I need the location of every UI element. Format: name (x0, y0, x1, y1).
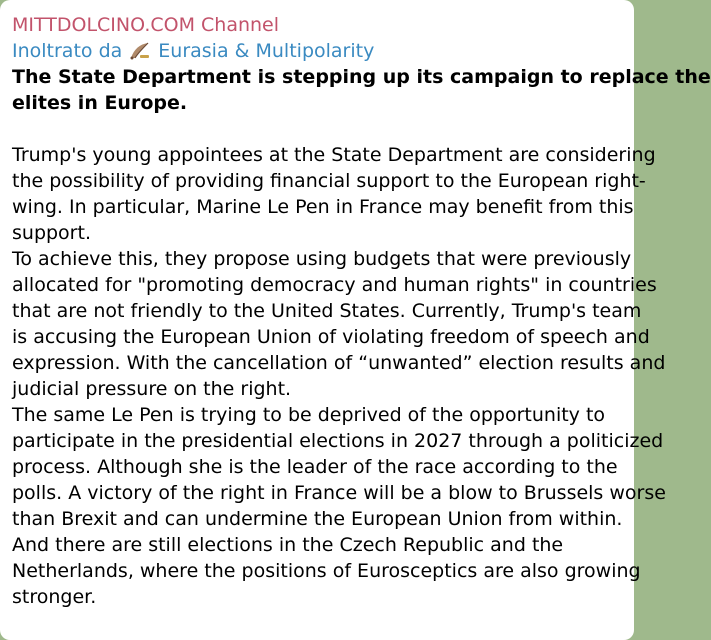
headline-line: The State Department is stepping up its campaign to replace the (12, 66, 711, 88)
forwarded-prefix: Inoltrato da (12, 40, 123, 62)
body-line: allocated for "promoting democracy and human rights" in countries (12, 274, 657, 296)
forwarded-source[interactable]: Eurasia & Multipolarity (158, 40, 375, 62)
forwarded-header[interactable] (12, 38, 634, 64)
body-line: The same Le Pen is trying to be deprived of the opportunity to (12, 404, 606, 426)
quill-logo-icon (128, 41, 152, 61)
body-line: the possibility of providing financial support to the European right- (12, 170, 646, 192)
body-line: Trump's young appointees at the State Department are considering (12, 144, 656, 166)
body-line: polls. A victory of the right in France will be a blow to Brussels worse (12, 482, 666, 504)
body-line: participate in the presidential elections in 2027 through a politicized (12, 430, 664, 452)
body-line: And there are still elections in the Czech Republic and the (12, 534, 564, 556)
body-line: judicial pressure on the right. (12, 378, 292, 400)
body-line: expression. With the cancellation of “unwanted” election results and (12, 352, 666, 374)
body-line: stronger. (12, 586, 97, 608)
headline-line: elites in Europe. (12, 92, 188, 114)
body-line: Netherlands, where the positions of Eurosceptics are also growing (12, 560, 641, 582)
body-line: support. (12, 222, 91, 244)
paragraph-spacer (12, 116, 634, 142)
headline (12, 64, 711, 116)
body-line: is accusing the European Union of violating freedom of speech and (12, 326, 650, 348)
body-line: process. Although she is the leader of the race according to the (12, 456, 618, 478)
body-line: than Brexit and can undermine the European Union from within. (12, 508, 623, 530)
body-line: wing. In particular, Marine Le Pen in France may benefit from this (12, 196, 634, 218)
message-body (12, 142, 666, 610)
channel-name[interactable]: MITTDOLCINO.COM Channel (12, 14, 280, 36)
body-line: that are not friendly to the United States. Currently, Trump's team (12, 300, 642, 322)
body-line: To achieve this, they propose using budgets that were previously (12, 248, 632, 270)
